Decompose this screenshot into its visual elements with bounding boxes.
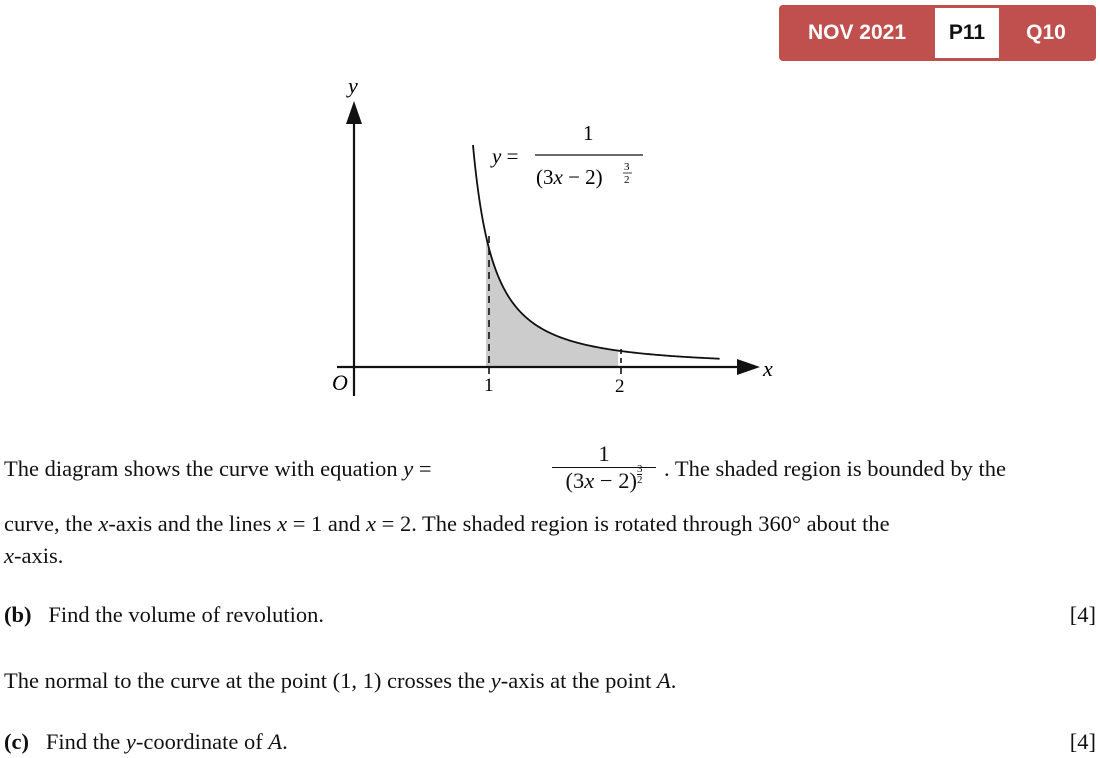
y-axis-arrow	[346, 101, 362, 124]
intro-fraction-num: 1	[598, 441, 610, 466]
part-b-text: Find the volume of revolution.	[48, 602, 324, 627]
curve-label-numerator: 1	[583, 121, 594, 145]
question-number-label: Q10	[1026, 21, 1066, 44]
normal-text: The normal to the curve at the point (1, 1) crosses the y-axis at the point A.	[4, 668, 677, 693]
intro-text-line3: x-axis.	[4, 543, 64, 568]
curve-label-exp-num: 3	[624, 161, 630, 173]
intro-text-line2: curve, the x-axis and the lines x = 1 and x = 2. The shaded region is rotated through 360° about the	[4, 511, 890, 536]
part-c-text: Find the y-coordinate of A.	[45, 729, 288, 754]
part-b-label: (b)	[4, 602, 32, 627]
part-c-marks: [4]	[1069, 729, 1096, 754]
intro-fraction-den: (3x − 2) $\frac{3}{2}$	[565, 463, 643, 493]
x-tick-label-2: 2	[615, 376, 625, 397]
origin-label: O	[332, 370, 348, 395]
part-c-label: (c)	[4, 729, 29, 754]
paper-number-label: P11	[935, 8, 999, 58]
x-axis-arrow	[737, 359, 760, 375]
x-axis-label: x	[763, 356, 773, 381]
part-c	[4, 731, 288, 754]
y-axis-label: y	[348, 73, 358, 98]
intro-text-after: . The shaded region is bounded by the	[664, 456, 1007, 481]
exam-session-label: NOV 2021	[807, 21, 907, 44]
x-tick-label-1: 1	[484, 375, 494, 396]
curve-label-lhs: y =	[492, 144, 519, 168]
curve-label-exp-den: 2	[624, 174, 630, 186]
curve-label-denominator: (3x − 2)	[536, 165, 603, 189]
part-b	[4, 604, 324, 627]
intro-text: The diagram shows the curve with equation y =	[4, 456, 432, 481]
part-b-marks: [4]	[1069, 602, 1096, 627]
intro-text-before: The diagram shows the curve with equation	[4, 456, 398, 481]
intro-fraction	[552, 441, 656, 494]
intro-eq-y: y	[403, 456, 414, 481]
